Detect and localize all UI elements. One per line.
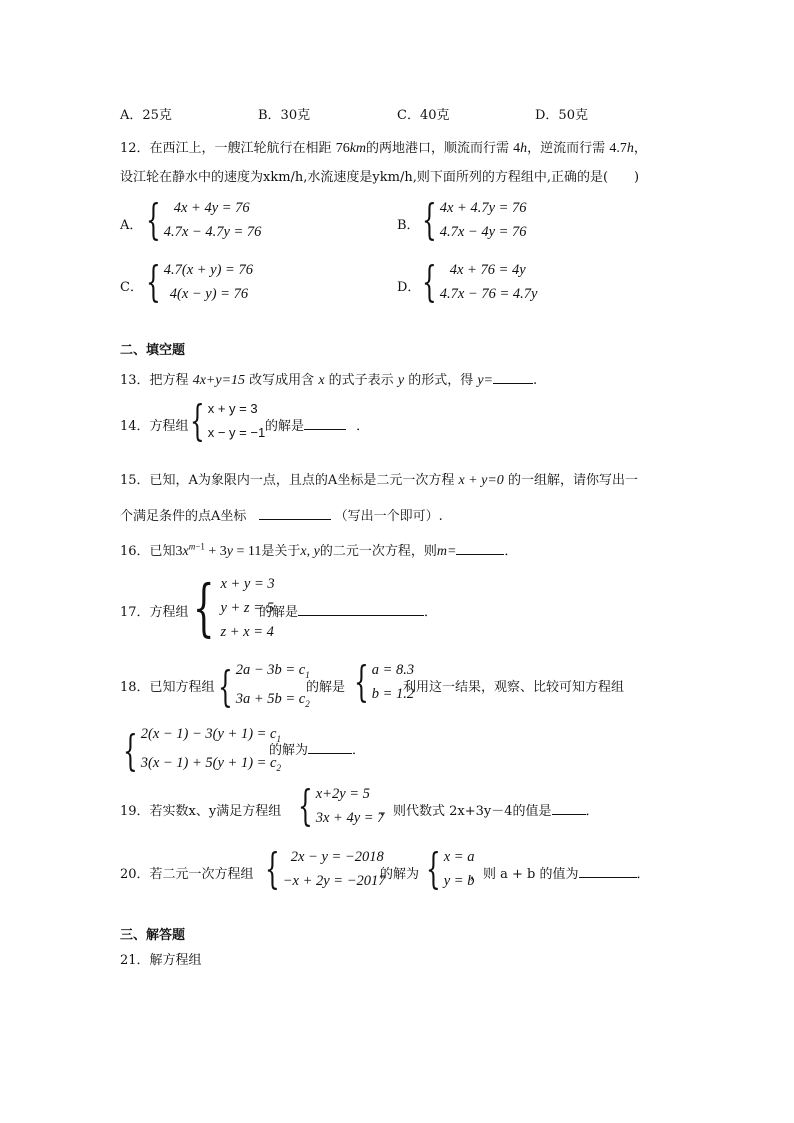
q20-tail [470,863,650,882]
equation-row: 4.7x − 76 = 4.7y [439,286,538,302]
equation-row: 4x + 4.7y = 76 [439,200,527,216]
q18-label: 18．已知方程组 [120,680,215,695]
q13-text: 的形式，得 [408,373,474,388]
q17-tail [259,601,437,620]
q12-option-d-system [416,258,537,306]
q18-system [212,658,310,716]
q15-text: 个满足条件的点A坐标 [120,509,247,524]
q16-end: ． [504,544,518,559]
equation-row: x + y = 3 [220,576,275,592]
q15-line2 [120,505,443,524]
q15-equation: x + y=0 [458,473,504,488]
brace: { [422,195,437,244]
q20-end: ． [636,867,650,882]
brace: { [426,844,441,893]
brace: { [218,661,233,711]
equation-row: b = 1.2 [371,686,415,702]
q16-text: 16．已知 [120,544,176,559]
q13-answer-prefix: y= [477,373,494,388]
q20-solution [420,845,474,893]
equation-row: x+2y = 5 [315,786,370,802]
q13-equation: 4x+y=15 [192,373,246,388]
brace: { [265,844,280,893]
q18-text: 的解为 [269,743,309,758]
answer-blank[interactable] [259,507,331,520]
brace: { [123,725,138,775]
q12-option-a-label: A． [120,218,143,233]
equation-row: 4.7(x + y) = 76 [163,262,253,278]
answer-blank[interactable] [456,542,504,555]
q13-end: . [533,373,538,388]
q18-system2 [117,722,281,780]
q13-var-x: x [318,373,325,388]
q18-end: ． [352,743,366,758]
q17-label: 17．方程组 [120,605,189,620]
q19-tail [380,800,599,819]
equation-row: 2x − y = −2018 [290,849,384,865]
brace: { [146,195,161,244]
q13 [120,369,537,389]
q13-var-y: y [397,373,405,388]
q18-tail [269,739,365,758]
q12-option-b-system [416,196,527,244]
q12-line1 [120,137,647,157]
q12-text: ， [633,141,647,156]
q12-text: 的两地港口，顺流而行需 [366,141,510,156]
equation-row: $3(x - 1) + 5(y + 1) = c_2$ [140,754,281,773]
q16 [120,540,517,560]
brace: { [354,657,369,706]
q14-end: ． [356,419,370,434]
equation-row: 3x + 4y = 7 [315,810,385,826]
q12-option-a-system [140,196,261,244]
q12-option-c-system [140,258,253,306]
q11-option-a: A．25克 [120,108,172,123]
equation-row: y = b [443,873,475,889]
q20-text: ，则 a + b 的值为 [470,867,579,882]
q12-option-c-label: C． [120,280,143,295]
equation-row: 4x + 4y = 76 [173,200,250,216]
answer-blank[interactable] [298,603,424,616]
q14-tail [265,415,369,434]
equation-row: $2a - 3b = c_1$ [235,662,310,680]
q15-text: （写出一个即可）. [334,509,443,524]
q11-option-d: D．50克 [535,108,588,123]
section-heading: 三、解答题 [120,928,186,943]
q14-system [184,397,265,445]
q13-text: 改写成用含 [249,373,315,388]
equation-row: 4.7x − 4.7y = 76 [163,224,262,240]
q12-text: 12．在西江上，一艘江轮航行在相距 [120,141,332,156]
q12-unit: h [520,141,528,156]
answer-blank[interactable] [308,741,352,754]
q12-option-b-label: B． [397,218,420,233]
q20-label: 20．若二元一次方程组 [120,867,254,882]
q15-text: 的一组解，请你写出一 [507,473,638,488]
answer-blank[interactable] [493,371,533,384]
brace: { [298,781,313,830]
q12-text: ，逆流而行需 [527,141,606,156]
brace: { [190,396,205,445]
equation-row: a = 8.3 [371,662,415,678]
q16-vars: x, y [300,544,320,559]
answer-blank[interactable] [304,417,346,430]
equation-row: z + x = 4 [220,624,274,640]
q13-text: 的式子表示 [328,373,394,388]
q19-end: ． [585,804,599,819]
q15-text: 15．已知，A为象限内一点，且点的A坐标是二元一次方程 [120,473,455,488]
equation-row: x − y = −1 [207,425,266,440]
answer-blank[interactable] [552,802,586,815]
q13-text: 13．把方程 [120,373,189,388]
equation-row: $3a + 5b = c_2$ [235,690,310,709]
q18-text: 利用这一结果，观察、比较可知方程组 [403,680,625,695]
q12-distance: 76 [335,141,350,156]
q12-time2: 4.7 [609,141,627,156]
q18-text: 的解是 [306,680,346,695]
q12-line2: 设江轮在静水中的速度为xkm/h,水流速度是ykm/h,则下面所列的方程组中,正确的是( ) [120,170,640,185]
equation-row: −x + 2y = −2017 [282,873,386,889]
answer-blank[interactable] [579,865,637,878]
q17-text: 的解是 [259,605,299,620]
equation-row: x = a [443,849,475,865]
q21: 21．解方程组 [120,953,202,968]
equation-row: 4(x − y) = 76 [169,286,249,302]
q12-option-d-label: D． [397,280,421,295]
q17-end: ． [424,605,438,620]
q15-line1 [120,469,638,489]
equation-row: x + y = 3 [207,401,258,416]
q12-time1: 4 [513,141,521,156]
q16-m: m= [436,544,457,559]
q20-text: 的解为 [380,867,420,882]
equation-row: 4x + 76 = 4y [449,262,526,278]
equation-row: y + z = 5 [220,600,274,616]
q19-system [292,782,384,830]
section-heading: 二、填空题 [120,343,186,358]
q12-unit: km [349,141,367,156]
brace: { [192,571,215,644]
brace: { [422,257,437,306]
q11-option-c: C．40克 [397,108,450,123]
q11-option-b: B．30克 [258,108,311,123]
q12-unit: h [626,141,634,156]
q16-text: 的二元一次方程，则 [319,544,437,559]
q20-system [259,845,386,893]
q16-text: 是关于 [261,544,301,559]
equation-row: 4.7x − 4y = 76 [439,224,527,240]
q14-text: 的解是 [265,419,305,434]
q19-text: ，则代数式 2x+3y－4的值是 [380,804,552,819]
equation-row: $2(x - 1) - 3(y + 1) = c_1$ [140,726,281,744]
q16-equation: $3x^{m-1} + 3y = 11$ [175,541,262,559]
brace: { [146,257,161,306]
q19-label: 19．若实数x、y满足方程组 [120,804,282,819]
q14-label: 14．方程组 [120,419,189,434]
